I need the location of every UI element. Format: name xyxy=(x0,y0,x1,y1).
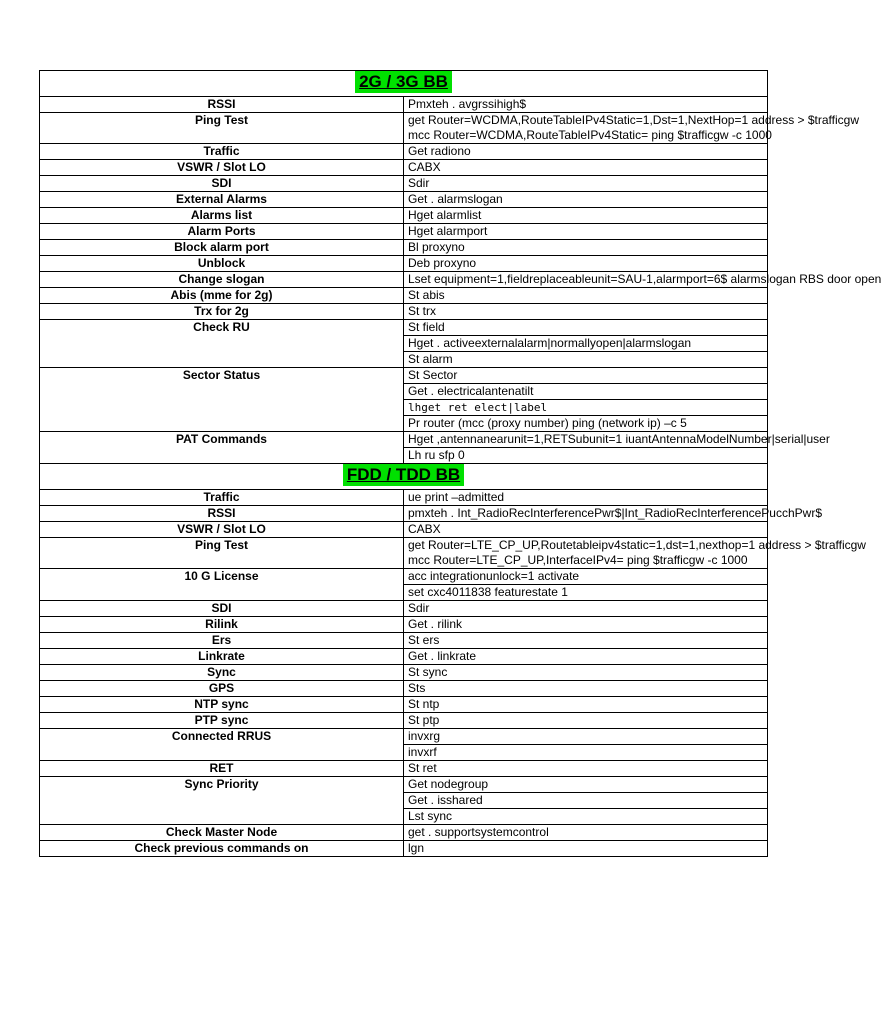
command-line: get Router=LTE_CP_UP,Routetableipv4static=1,dst=1,nexthop=1 address > $trafficgw xyxy=(408,538,866,552)
row-label: SDI xyxy=(40,176,404,192)
row-label: Rilink xyxy=(40,617,404,633)
command-line: Get nodegroup xyxy=(408,777,489,791)
command-line: CABX xyxy=(408,160,441,174)
row-label: NTP sync xyxy=(40,697,404,713)
command-line: ue print –admitted xyxy=(408,490,505,504)
section-header-row xyxy=(40,71,768,97)
row-command xyxy=(404,697,768,713)
table-row xyxy=(40,713,768,729)
command-line: Get . linkrate xyxy=(408,649,477,663)
command-line: St Sector xyxy=(408,368,458,382)
table-row xyxy=(40,777,768,793)
row-label: Ping Test xyxy=(40,113,404,144)
row-command xyxy=(404,585,768,601)
table-row xyxy=(40,272,768,288)
table-row xyxy=(40,729,768,745)
row-label: Block alarm port xyxy=(40,240,404,256)
command-line: Hget alarmport xyxy=(408,224,488,238)
table-row xyxy=(40,160,768,176)
table-row xyxy=(40,224,768,240)
command-line: St abis xyxy=(408,288,445,302)
row-command xyxy=(404,240,768,256)
table-row xyxy=(40,633,768,649)
table-row xyxy=(40,208,768,224)
row-label: VSWR / Slot LO xyxy=(40,160,404,176)
table-row xyxy=(40,256,768,272)
section-title: FDD / TDD BB xyxy=(343,464,464,486)
table-row xyxy=(40,113,768,144)
row-command xyxy=(404,208,768,224)
command-line: Get . electricalantenatilt xyxy=(408,384,534,398)
section-header-row xyxy=(40,464,768,490)
row-label: RSSI xyxy=(40,506,404,522)
command-line: Get . isshared xyxy=(408,793,483,807)
row-label: GPS xyxy=(40,681,404,697)
row-command xyxy=(404,745,768,761)
row-command xyxy=(404,97,768,113)
row-command xyxy=(404,793,768,809)
row-command xyxy=(404,761,768,777)
row-command xyxy=(404,569,768,585)
table-row xyxy=(40,506,768,522)
row-label: Alarm Ports xyxy=(40,224,404,240)
row-command xyxy=(404,490,768,506)
row-label: Abis (mme for 2g) xyxy=(40,288,404,304)
row-command xyxy=(404,841,768,857)
row-command xyxy=(404,256,768,272)
command-line: Pmxteh . avgrssihigh$ xyxy=(408,97,527,111)
table-row xyxy=(40,368,768,384)
command-line: get Router=WCDMA,RouteTableIPv4Static=1,Dst=1,NextHop=1 address > $trafficgw xyxy=(408,113,860,127)
table-row xyxy=(40,697,768,713)
command-line: Lset equipment=1,fieldreplaceableunit=SAU-1,alarmport=6$ alarmslogan RBS door open xyxy=(408,272,881,286)
command-line: Get . alarmslogan xyxy=(408,192,503,206)
row-command xyxy=(404,681,768,697)
row-command xyxy=(404,400,768,416)
table-row xyxy=(40,240,768,256)
row-command xyxy=(404,113,860,144)
command-line: St sync xyxy=(408,665,448,679)
command-line: Lh ru sfp 0 xyxy=(408,448,465,462)
command-line: lgn xyxy=(408,841,425,855)
table-row xyxy=(40,490,768,506)
row-command xyxy=(404,601,768,617)
table-row xyxy=(40,97,768,113)
row-command xyxy=(404,272,881,288)
table-row xyxy=(40,288,768,304)
row-label: Ers xyxy=(40,633,404,649)
row-command xyxy=(404,336,768,352)
table-row xyxy=(40,569,768,585)
command-line: pmxteh . Int_RadioRecInterferencePwr$|Int_RadioRecInterferencePucchPwr$ xyxy=(408,506,822,520)
command-line: Lst sync xyxy=(408,809,453,823)
table-row xyxy=(40,841,768,857)
row-label: VSWR / Slot LO xyxy=(40,522,404,538)
row-command xyxy=(404,522,768,538)
row-command xyxy=(404,633,768,649)
row-label: SDI xyxy=(40,601,404,617)
row-command xyxy=(404,288,768,304)
row-command xyxy=(404,352,768,368)
row-command xyxy=(404,506,822,522)
table-row xyxy=(40,320,768,336)
command-line: St ret xyxy=(408,761,437,775)
row-label: 10 G License xyxy=(40,569,404,601)
row-label: Unblock xyxy=(40,256,404,272)
row-command xyxy=(404,384,768,400)
row-label: Check RU xyxy=(40,320,404,368)
command-line: Hget ,antennanearunit=1,RETSubunit=1 iuantAntennaModelNumber|serial|user xyxy=(408,432,830,446)
row-command xyxy=(404,176,768,192)
command-line: mcc Router=WCDMA,RouteTableIPv4Static= ping $trafficgw -c 1000 xyxy=(408,128,772,142)
row-label: External Alarms xyxy=(40,192,404,208)
row-label: RET xyxy=(40,761,404,777)
row-command xyxy=(404,713,768,729)
table-row xyxy=(40,304,768,320)
command-line: lhget ret elect|label xyxy=(408,401,548,414)
command-line: Hget alarmlist xyxy=(408,208,482,222)
row-label: Traffic xyxy=(40,144,404,160)
row-label: Traffic xyxy=(40,490,404,506)
command-line: St ers xyxy=(408,633,440,647)
row-command xyxy=(404,617,768,633)
command-line: get . supportsystemcontrol xyxy=(408,825,549,839)
command-line: acc integrationunlock=1 activate xyxy=(408,569,580,583)
command-line: Pr router (mcc (proxy number) ping (network ip) –c 5 xyxy=(408,416,687,430)
command-line: set cxc4011838 featurestate 1 xyxy=(408,585,568,599)
row-label: Connected RRUS xyxy=(40,729,404,761)
row-label: Check previous commands on xyxy=(40,841,404,857)
command-line: CABX xyxy=(408,522,441,536)
table-row xyxy=(40,761,768,777)
command-table xyxy=(39,70,881,857)
row-label: Check Master Node xyxy=(40,825,404,841)
table-row xyxy=(40,601,768,617)
row-label: Sync xyxy=(40,665,404,681)
table-row xyxy=(40,192,768,208)
section-header-cell xyxy=(40,464,768,490)
row-command xyxy=(404,777,768,793)
command-line: Sts xyxy=(408,681,426,695)
row-command xyxy=(404,416,768,432)
table-row xyxy=(40,825,768,841)
row-command xyxy=(404,160,768,176)
row-command xyxy=(404,144,768,160)
section-title: 2G / 3G BB xyxy=(355,71,452,93)
row-label: RSSI xyxy=(40,97,404,113)
row-label: Alarms list xyxy=(40,208,404,224)
command-line: invxrf xyxy=(408,745,437,759)
table-row xyxy=(40,522,768,538)
table-row xyxy=(40,649,768,665)
row-command xyxy=(404,729,768,745)
command-table-body xyxy=(40,71,881,857)
table-row xyxy=(40,432,768,448)
command-line: St ntp xyxy=(408,697,440,711)
row-label: PTP sync xyxy=(40,713,404,729)
row-command xyxy=(404,224,768,240)
command-line: mcc Router=LTE_CP_UP,InterfaceIPv4= ping $trafficgw -c 1000 xyxy=(408,553,748,567)
command-line: Hget . activeexternalalarm|normallyopen|alarmslogan xyxy=(408,336,692,350)
command-line: Get . rilink xyxy=(408,617,463,631)
section-header-cell xyxy=(40,71,768,97)
command-line: Deb proxyno xyxy=(408,256,477,270)
row-command xyxy=(404,448,768,464)
row-command xyxy=(404,368,768,384)
table-row xyxy=(40,538,768,569)
row-label: Change slogan xyxy=(40,272,404,288)
command-line: St trx xyxy=(408,304,437,318)
table-row xyxy=(40,144,768,160)
row-command xyxy=(404,320,768,336)
row-label: Ping Test xyxy=(40,538,404,569)
table-row xyxy=(40,176,768,192)
command-line: Sdir xyxy=(408,176,430,190)
row-command xyxy=(404,825,768,841)
command-line: St field xyxy=(408,320,445,334)
row-command xyxy=(404,192,768,208)
row-command xyxy=(404,809,768,825)
command-line: Bl proxyno xyxy=(408,240,465,254)
row-label: PAT Commands xyxy=(40,432,404,464)
row-label: Sync Priority xyxy=(40,777,404,825)
row-command xyxy=(404,538,866,569)
row-label: Trx for 2g xyxy=(40,304,404,320)
row-command xyxy=(404,665,768,681)
row-command xyxy=(404,304,768,320)
row-label: Sector Status xyxy=(40,368,404,432)
command-line: Get radiono xyxy=(408,144,471,158)
table-row xyxy=(40,665,768,681)
command-line: Sdir xyxy=(408,601,430,615)
table-row xyxy=(40,681,768,697)
command-line: St alarm xyxy=(408,352,453,366)
row-command xyxy=(404,432,830,448)
command-line: St ptp xyxy=(408,713,440,727)
command-line: invxrg xyxy=(408,729,441,743)
row-label: Linkrate xyxy=(40,649,404,665)
table-row xyxy=(40,617,768,633)
row-command xyxy=(404,649,768,665)
